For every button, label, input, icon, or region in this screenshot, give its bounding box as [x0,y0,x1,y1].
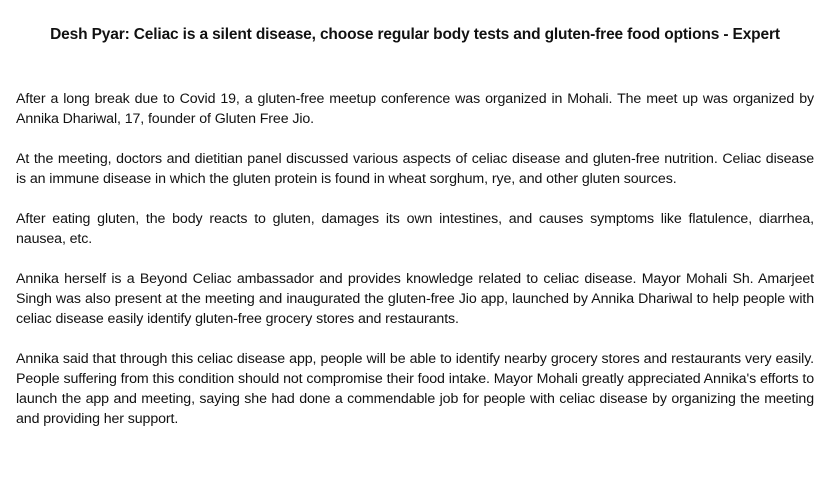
article-paragraph: At the meeting, doctors and dietitian panel discussed various aspects of celiac disease and gluten-free nutrition. Celiac disease is an immune disease in which the gluten protein is found in wheat sorghum, rye, and other gluten sources. [16,151,814,187]
article-body [16,89,814,429]
article-paragraph: After eating gluten, the body reacts to gluten, damages its own intestines, and causes symptoms like flatulence, diarrhea, nausea, etc. [16,211,814,247]
article-title: Desh Pyar: Celiac is a silent disease, choose regular body tests and gluten-free food options - Expert [50,26,780,43]
article-paragraph: After a long break due to Covid 19, a gluten-free meetup conference was organized in Mohali. The meet up was organized by Annika Dhariwal, 17, founder of Gluten Free Jio. [16,91,814,127]
article-paragraph: Annika said that through this celiac disease app, people will be able to identify nearby grocery stores and restaurants very easily. People suffering from this condition should not compromise their food intake. Mayor Mohali greatly appreciated Annika's efforts to launch the app and meeting, saying she had done a commendable job for people with celiac disease by organizing the meeting and providing her support. [16,351,814,427]
article-paragraph: Annika herself is a Beyond Celiac ambassador and provides knowledge related to celiac disease. Mayor Mohali Sh. Amarjeet Singh was also present at the meeting and inaugurated the gluten-free Jio app, launched by Annika Dhariwal to help people with celiac disease easily identify gluten-free grocery stores and restaurants. [16,271,814,327]
